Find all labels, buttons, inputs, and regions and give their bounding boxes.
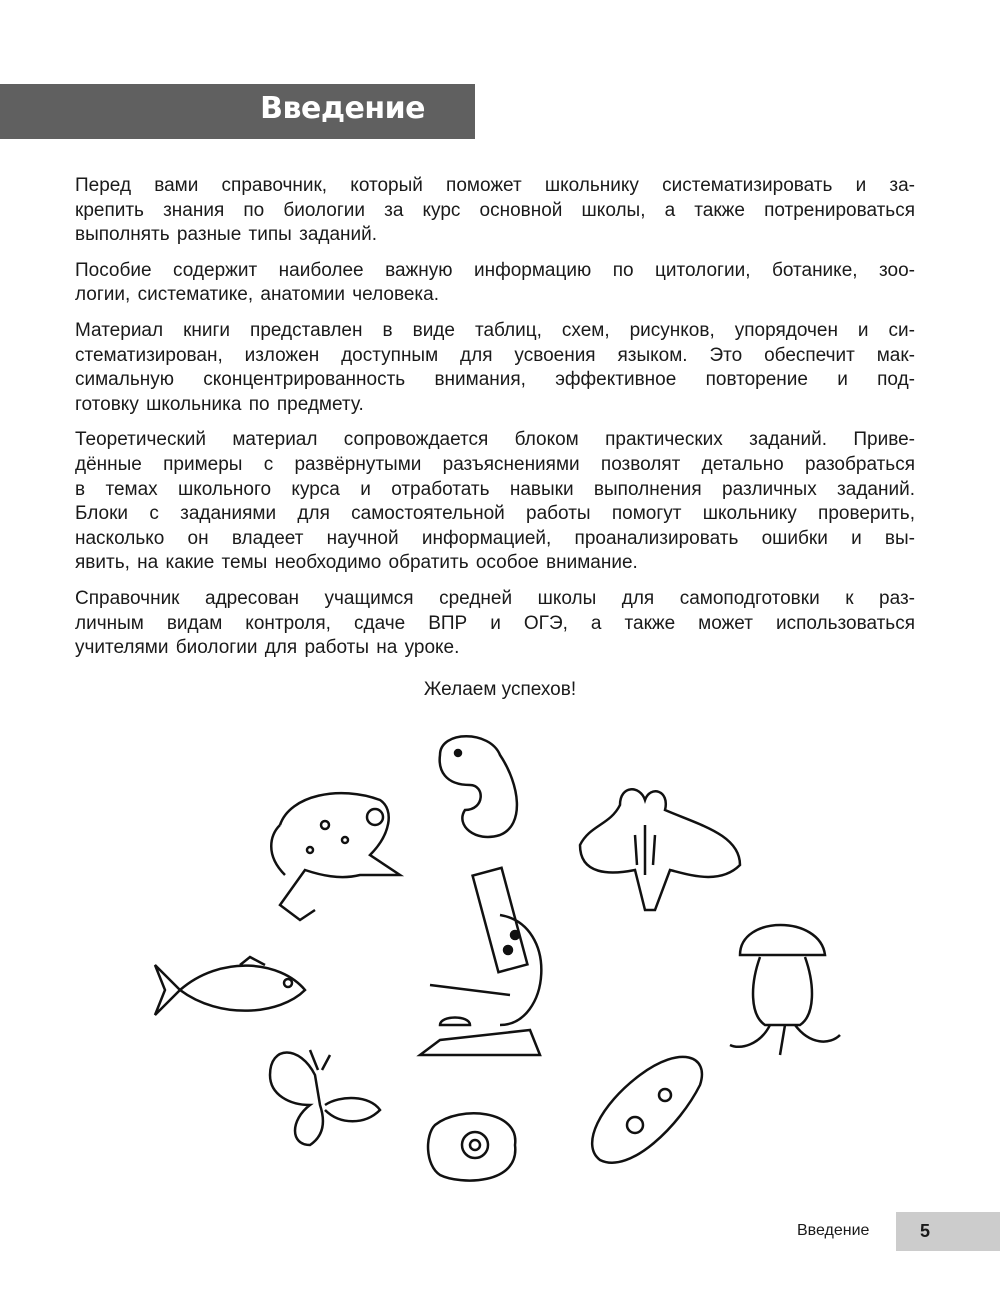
text-line: в темах школьного курса и отработать навыки выполнения различных заданий. bbox=[75, 478, 915, 500]
paragraph bbox=[75, 319, 915, 417]
text-line: логии, систематике, анатомии человека. bbox=[75, 284, 439, 306]
embryo-drawing bbox=[440, 736, 517, 837]
page-number: 5 bbox=[920, 1221, 931, 1241]
text-line: Теоретический материал сопровождается блоком практических заданий. Приве- bbox=[75, 429, 915, 451]
text-line: крепить знания по биологии за курс основной школы, а также потренироваться bbox=[75, 199, 915, 221]
section-title: Введение bbox=[260, 91, 425, 126]
text-line: личным видам контроля, сдаче ВПР и ОГЭ, а также может использоваться bbox=[75, 612, 915, 634]
text-line: насколько он владеет научной информацией, проанализировать ошибки и вы- bbox=[75, 527, 915, 549]
text-line: выполнять разные типы заданий. bbox=[75, 224, 378, 246]
text-line: дённые примеры с развёрнутыми разъяснениями позволят детально разобраться bbox=[75, 453, 915, 475]
paragraph bbox=[75, 174, 915, 248]
butterfly-drawing bbox=[270, 1050, 380, 1145]
intro-text bbox=[75, 174, 915, 672]
section-header-bar bbox=[0, 84, 475, 139]
mushroom-drawing bbox=[730, 925, 840, 1055]
text-line: Справочник адресован учащимся средней школы для самоподготовки к раз- bbox=[75, 587, 915, 609]
text-line: Пособие содержит наиболее важную информацию по цитологии, ботанике, зоо- bbox=[75, 259, 915, 281]
paragraph bbox=[75, 259, 915, 308]
text-line: учителями биологии для работы на уроке. bbox=[75, 637, 460, 659]
fish-drawing bbox=[155, 957, 305, 1015]
paragraph bbox=[75, 428, 915, 576]
paramecium-drawing bbox=[592, 1057, 702, 1163]
text-line: Перед вами справочник, который поможет школьнику систематизировать и за- bbox=[75, 175, 915, 196]
closing-wish: Желаем успехов! bbox=[423, 679, 577, 700]
footer-section-label: Введение bbox=[797, 1222, 870, 1239]
text-line: симальную сконцентрированность внимания, эффективное повторение и под- bbox=[75, 369, 915, 391]
text-line: Блоки с заданиями для самостоятельной работы помогут школьнику проверить, bbox=[75, 503, 915, 525]
page-number-box bbox=[896, 1212, 1000, 1251]
frog-drawing bbox=[271, 793, 400, 920]
paragraph bbox=[75, 587, 915, 661]
cell-drawing bbox=[428, 1113, 515, 1180]
biology-illustrations bbox=[140, 725, 860, 1200]
text-line: стематизирован, изложен доступным для усвоения языком. Это обеспечит мак- bbox=[75, 344, 915, 366]
text-line: готовку школьника по предмету. bbox=[75, 393, 364, 415]
flower-drawing bbox=[580, 789, 740, 910]
text-line: Материал книги представлен в виде таблиц, схем, рисунков, упорядочен и си- bbox=[75, 319, 915, 341]
microscope-drawing bbox=[420, 868, 541, 1055]
text-line: явить, на какие темы необходимо обратить особое внимание. bbox=[75, 552, 638, 574]
